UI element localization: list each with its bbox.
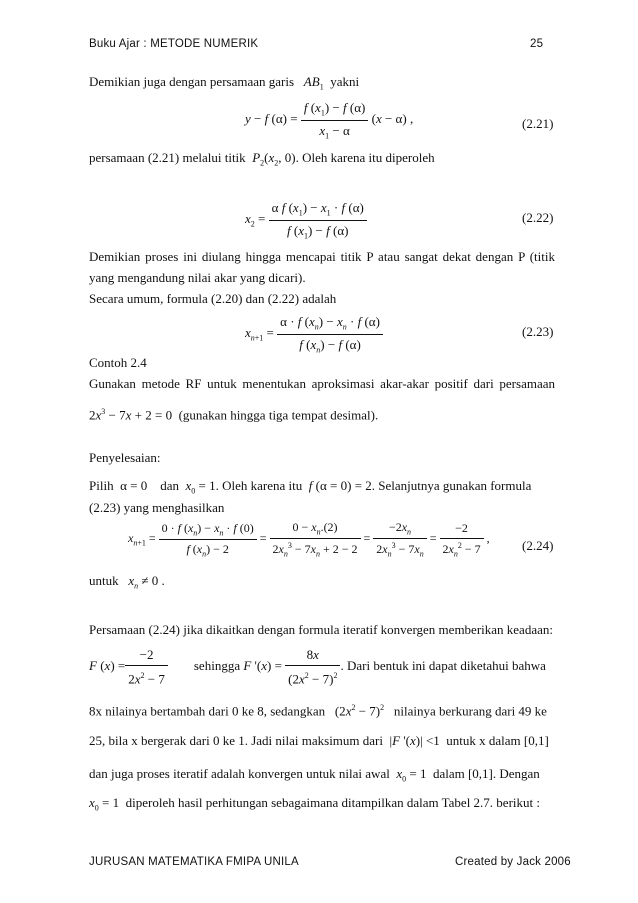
paragraph-line: untuk $x_n \ne 0$ .	[89, 573, 165, 591]
equation-number: (2.21)	[522, 116, 554, 131]
equation-number: (2.23)	[522, 324, 554, 339]
paragraph-line: $x_0 = 1$ diperoleh hasil perhitungan sebagaimana ditampilkan dalam Tabel 2.7. berikut :	[89, 795, 540, 813]
equation-2-23: $x_{n+1}$ = $\frac{\alpha \cdot f (x_n) - x_n \cdot f (\alpha)}{f (x_n) - f (\alpha)}$	[245, 314, 383, 354]
paragraph-line: Demikian proses ini diulang hingga mencapai titik P atau sangat dekat dengan P (titik	[89, 249, 555, 264]
paragraph-line: Secara umum, formula (2.20) dan (2.22) adalah	[89, 291, 337, 306]
equation-2-22: $x_2$ = $\frac{\alpha f (x_1) - x_1 \cdot f (\alpha)}{f (x_1) - f (\alpha)}$	[245, 200, 367, 240]
equation-number: (2.22)	[522, 210, 554, 225]
paragraph-line: 25, bila x bergerak dari 0 ke 1. Jadi nilai maksimum dari |F '(x)| <1 untuk x dalam [0,1]	[89, 733, 549, 748]
example-title: Contoh 2.4	[89, 355, 147, 370]
equation-2-24: $x_{n+1}$ = $\frac{0 \cdot f (x_n) - x_n \cdot f (0)}{f (x_n) - 2}$ = $\frac{0 - x_n.(2)}{2x_n^3 - 7x_n + 2 - 2}$ = $\frac{-2x_n}{2x_n^3 - 7x_n}$ = $\frac{-2}{2x_n^2 - 7}$ ,	[128, 520, 490, 559]
paragraph-line: Persamaan (2.24) jika dikaitkan dengan formula iteratif konvergen memberikan keadaan:	[89, 622, 553, 637]
paragraph-line: yang mengandung nilai akar yang dicari).	[89, 270, 306, 285]
equation-number: (2.24)	[522, 538, 554, 553]
paragraph-line: 8x nilainya bertambah dari 0 ke 8, sedangkan $(2x^2 - 7)^2$ nilainya berkurang dari 49 ke	[89, 703, 547, 719]
paragraph-line: F (x) = $\frac{-2}{2x^2 - 7}$ sehingga F '(x) = $\frac{8x}{(2x^2 - 7)^2}$ . Dari bentuk ini dapat diketahui bahwa	[89, 647, 546, 687]
page-number: 25	[530, 38, 544, 50]
paragraph-line: persamaan (2.21) melalui titik $P_2(x_2$, 0). Oleh karena itu diperoleh	[89, 150, 435, 168]
paragraph-line: Demikian juga dengan persamaan garis $AB_1$ yakni	[89, 74, 360, 92]
paragraph-line: (2.23) yang menghasilkan	[89, 500, 225, 515]
footer-department: JURUSAN MATEMATIKA FMIPA UNILA	[89, 856, 299, 868]
running-header: Buku Ajar : METODE NUMERIK	[89, 38, 259, 50]
paragraph-line: Gunakan metode RF untuk menentukan aproksimasi akar-akar positif dari persamaan	[89, 376, 555, 391]
footer-credit: Created by Jack 2006	[455, 856, 571, 868]
solution-title: Penyelesaian:	[89, 450, 161, 465]
equation-2-21: y − f (α) = $\frac{f (x_1) - f (\alpha)}{x_1 - \alpha}$ (x − α) ,	[245, 100, 414, 141]
paragraph-line: Pilih α = 0 dan $x_0 = 1$. Oleh karena itu f (α = 0) = 2. Selanjutnya gunakan formula	[89, 478, 532, 496]
paragraph-line: $2x^3 - 7x + 2 = 0$ (gunakan hingga tiga tempat desimal).	[89, 407, 379, 423]
paragraph-line: dan juga proses iteratif adalah konvergen untuk nilai awal $x_0 = 1$ dalam [0,1]. Dengan	[89, 766, 540, 784]
